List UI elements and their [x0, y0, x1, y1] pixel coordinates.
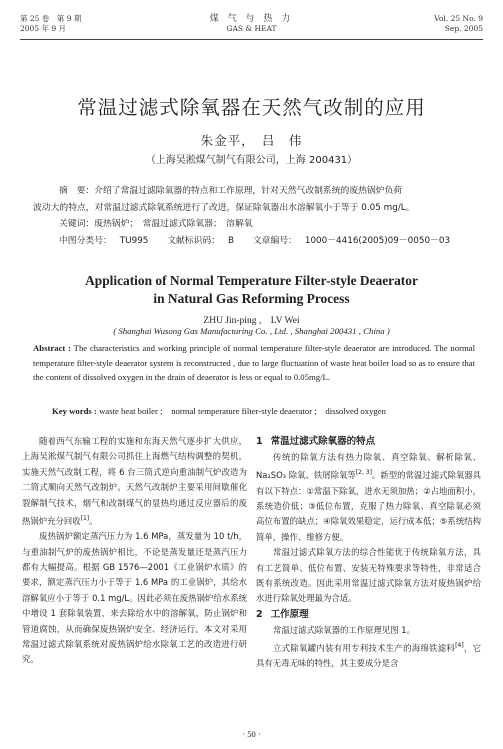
keywords-cn-label: 关键词：	[59, 219, 95, 229]
section-2-paragraph-2	[256, 638, 481, 672]
pub-date-en: Sep. 2005	[444, 24, 483, 33]
clc-label: 中图分类号：	[59, 235, 112, 246]
section-1-heading	[256, 434, 481, 450]
section-2-heading	[256, 607, 481, 623]
intro-p1-text: 随着西气东输工程的实施和东海天然气逐步扩大供应，上海吴淞煤气制气有限公司抓住上海燃气结构调整的契机，实施天然气改制工程，将 6 台三筒式逆向重油制气炉改造为二筒式顺向天然气改制炉。天然气改制炉主要采用间歇催化裂解制气技术，烟气和改制煤气的显热均通过反应器后的废热锅炉充分回收	[22, 436, 247, 526]
doc-label: 文献标识码：	[167, 235, 220, 246]
journal-name-en: GAS & HEAT	[226, 24, 277, 33]
authors-cn: 朱金平， 吕 伟	[200, 133, 303, 148]
section-2-paragraph-1: 常温过滤式除氧器的工作原理见图 1。	[273, 624, 415, 635]
classification-row	[33, 233, 473, 250]
abstract-en-label: Abstract :	[33, 343, 72, 353]
keywords-en	[52, 405, 472, 417]
paper-title-en-line2: in Natural Gas Reforming Process	[153, 291, 350, 306]
paper-title-cn: 常温过滤式除氧器在天然气改制的应用	[77, 96, 426, 119]
header-right	[434, 14, 483, 34]
body-column-right	[256, 434, 481, 672]
abstract-cn	[33, 183, 473, 249]
abstract-cn-text1: 介绍了常温过滤除氧器的特点和工作原理，针对天然气改制系统的废热锅炉负荷	[94, 186, 403, 196]
intro-p1-end: 。	[89, 515, 98, 526]
intro-paragraph-2: 废热锅炉额定蒸汽压力为 1.6 MPa，蒸发量为 10 t/h，与重油制气炉的废热锅炉相比，不论是蒸发量还是蒸汽压力都有大幅提高。根据 GB 1576—2001《工业锅炉水质》的要求，额定蒸汽压力小于等于 1.6 MPa 的工业锅炉，其给水溶解氧应小于等于 0.1 mg/L。因此必须在废热锅炉给水系统中增设 1 套除氧装置，来去除给水中的溶解氧，防止锅炉和管道腐蚀，从而确保废热锅炉安全、经济运行。本文对采用常温过滤式除氧系统对废热锅炉给水除氧工艺的改造进行研究。	[22, 531, 247, 665]
keywords-cn	[33, 216, 473, 233]
keywords-en-text: waste heat boiler ; normal temperature filter-style deaerator ; dissolved oxygen	[99, 406, 386, 416]
citation-ref: [1]	[80, 515, 90, 523]
keywords-cn-text: 废热锅炉； 常温过滤式除氧器； 溶解氧	[94, 219, 253, 229]
article-label: 文章编号：	[252, 235, 297, 246]
paper-title-en	[0, 272, 503, 308]
page-number: · 50 ·	[242, 729, 261, 739]
s2-p2-text: 立式除氧罐内装有用专利技术生产的海绵铁滤料	[273, 643, 456, 654]
volume-issue: 第 25 卷 第 9 期	[20, 14, 82, 23]
abstract-en-text: The characteristics and working principle of normal temperature filter-style deaerator are introduced. The normal temperature filter-style deaerator system is reconstructed , due to large fluctuation of waste heat boiler load so as to ensure that the content of dissolved oxygen in the drain of deaerator is less or equal to 0.05mg/L.	[33, 343, 475, 383]
section-2-number: 2	[256, 608, 263, 620]
clc-field	[59, 236, 156, 246]
abstract-cn-line2: 波动大的特点，对常温过滤式除氧系统进行了改进，保证除氧器出水溶解氧小于等于 0.05 mg/L。	[33, 202, 415, 213]
s1-p1-text: 传统的除氧方法有热力除氧、真空除氧、解析除氧、Na₂SO₃ 除氧、铁屑除氧等	[256, 452, 481, 481]
volume-issue-en: Vol. 25 No. 9	[434, 14, 483, 23]
s1-p1-end: 。新型的常温过滤式除氧器具有以下特点：①常温下除氧，进水无须加热；②占地面积小，系统造价低；③低位布置，克服了热力除氧、真空除氧必须高位布置的缺点；④除氧效果稳定，运行成本低；⑤系统结构简单，操作、维修方便。	[256, 470, 482, 542]
section-1-paragraph-2: 常温过滤式除氧方法的综合性能优于传统除氧方法，具有工艺简单、低位布置、安装无特殊要求等特性，非常适合既有系统改造。因此采用常温过滤式除氧方法对废热锅炉给水进行除氧处理最为合适。	[256, 547, 481, 604]
section-1-title: 常温过滤式除氧器的特点	[270, 436, 376, 447]
citation-ref: [4]	[455, 642, 464, 650]
intro-paragraph-1	[22, 434, 247, 529]
doc-field	[167, 236, 242, 246]
citation-ref: [2, 3]	[355, 469, 372, 477]
article-value: 1000－4416(2005)09－0050－03	[304, 235, 451, 246]
affiliation-cn: （上海吴淞煤气制气有限公司，上海 200431）	[145, 155, 358, 166]
abstract-cn-line1	[33, 183, 473, 200]
clc-value: TU995	[119, 235, 149, 246]
keywords-en-label: Key words :	[52, 406, 97, 416]
affiliation-en: ( Shanghai Wusong Gas Manufacturing Co. , Ltd. , Shanghai 200431 , China )	[113, 326, 390, 336]
pub-date: 2005 年 9 月	[20, 24, 67, 33]
journal-name-cn: 煤 气 与 热 力	[209, 14, 294, 24]
abstract-en	[33, 341, 475, 385]
paper-title-en-line1: Application of Normal Temperature Filter-style Deaerator	[85, 273, 418, 288]
header-divider	[20, 39, 483, 40]
doc-value: B	[228, 235, 235, 246]
section-2-title: 工作原理	[270, 608, 309, 620]
authors-en: ZHU Jin-ping , LV Wei	[203, 316, 300, 326]
s2-p2-end: ，它具有无毒无味的特性，其主要成分是含	[256, 643, 482, 669]
body-column-left	[22, 434, 247, 668]
section-1-number: 1	[256, 436, 263, 447]
section-1-paragraph-1	[256, 450, 481, 545]
abstract-cn-label: 摘 要：	[59, 186, 95, 196]
article-field	[253, 236, 458, 246]
header-center	[0, 14, 503, 34]
